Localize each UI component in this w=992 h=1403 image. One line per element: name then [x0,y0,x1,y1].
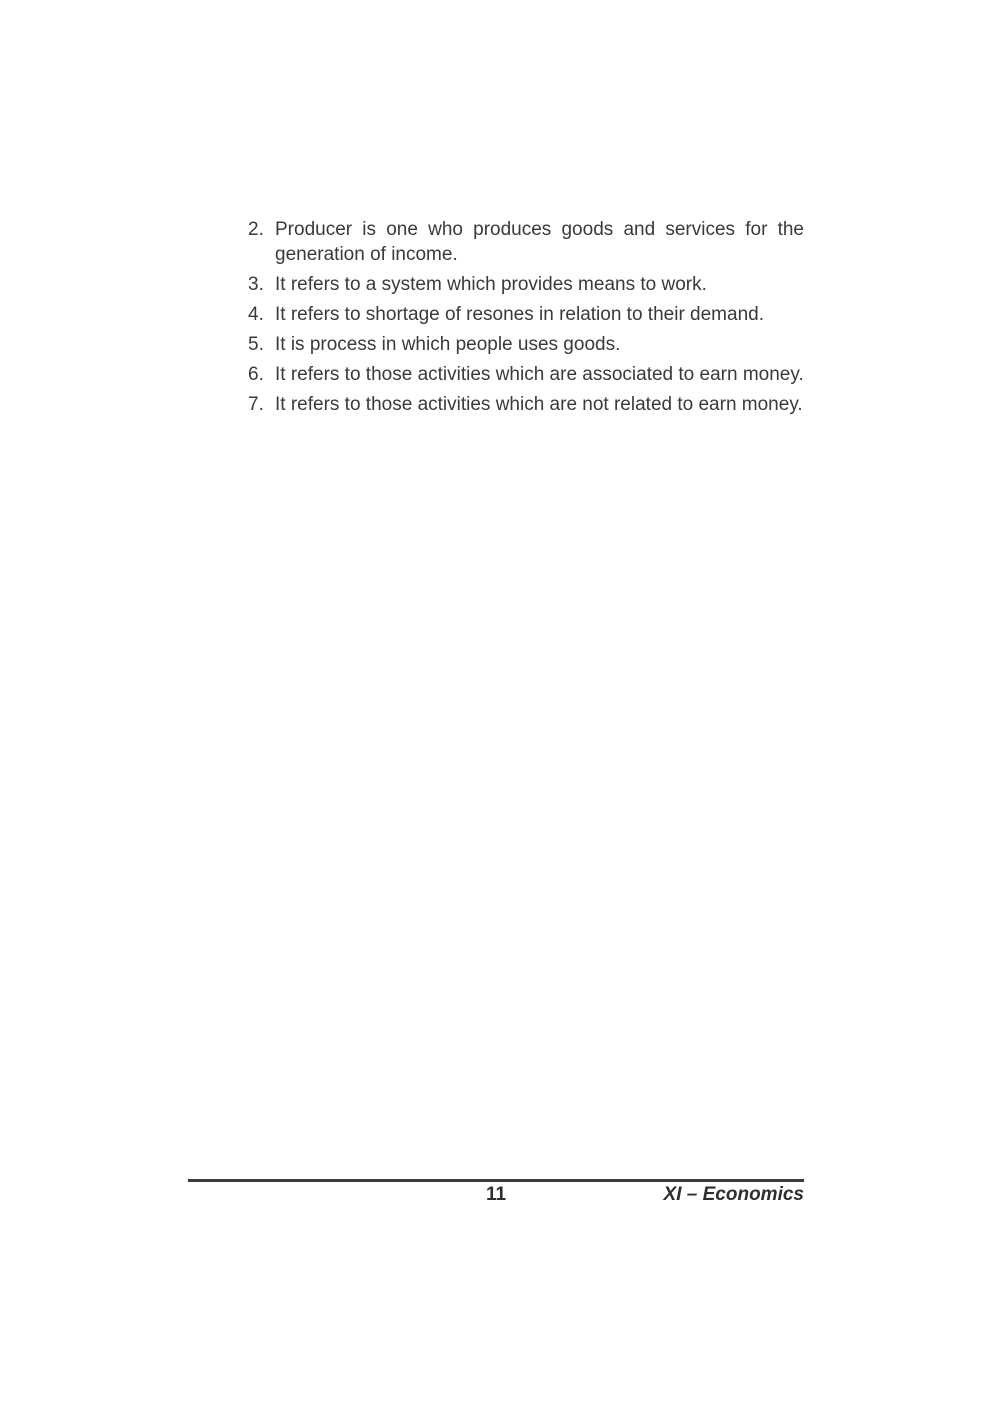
answer-item [248,303,804,328]
answer-number: 2. [248,219,264,240]
answer-number: 7. [248,393,264,415]
answer-number: 3. [248,273,264,295]
answer-text: It refers to shortage of resones in relation to their demand. [275,303,764,325]
answer-item [248,273,804,298]
answer-item [248,363,804,388]
answer-number: 4. [248,303,264,325]
answer-item [248,333,804,358]
footer-divider [188,1179,804,1182]
answer-list [248,218,804,423]
page-number: 11 [486,1184,507,1205]
answer-text: It is process in which people uses goods. [275,333,621,355]
answer-text: It refers to those activities which are associated to earn money. [275,363,804,385]
answer-item [248,393,804,418]
book-title: XI – Economics [663,1184,804,1205]
answer-text: It refers to those activities which are not related to earn money. [275,393,803,415]
answer-number: 6. [248,363,264,385]
answer-text: It refers to a system which provides means to work. [275,273,707,295]
answer-item [248,218,804,267]
answer-number: 5. [248,333,264,355]
answer-text: Producer is one who produces goods and services for the generation of income. [275,219,804,265]
